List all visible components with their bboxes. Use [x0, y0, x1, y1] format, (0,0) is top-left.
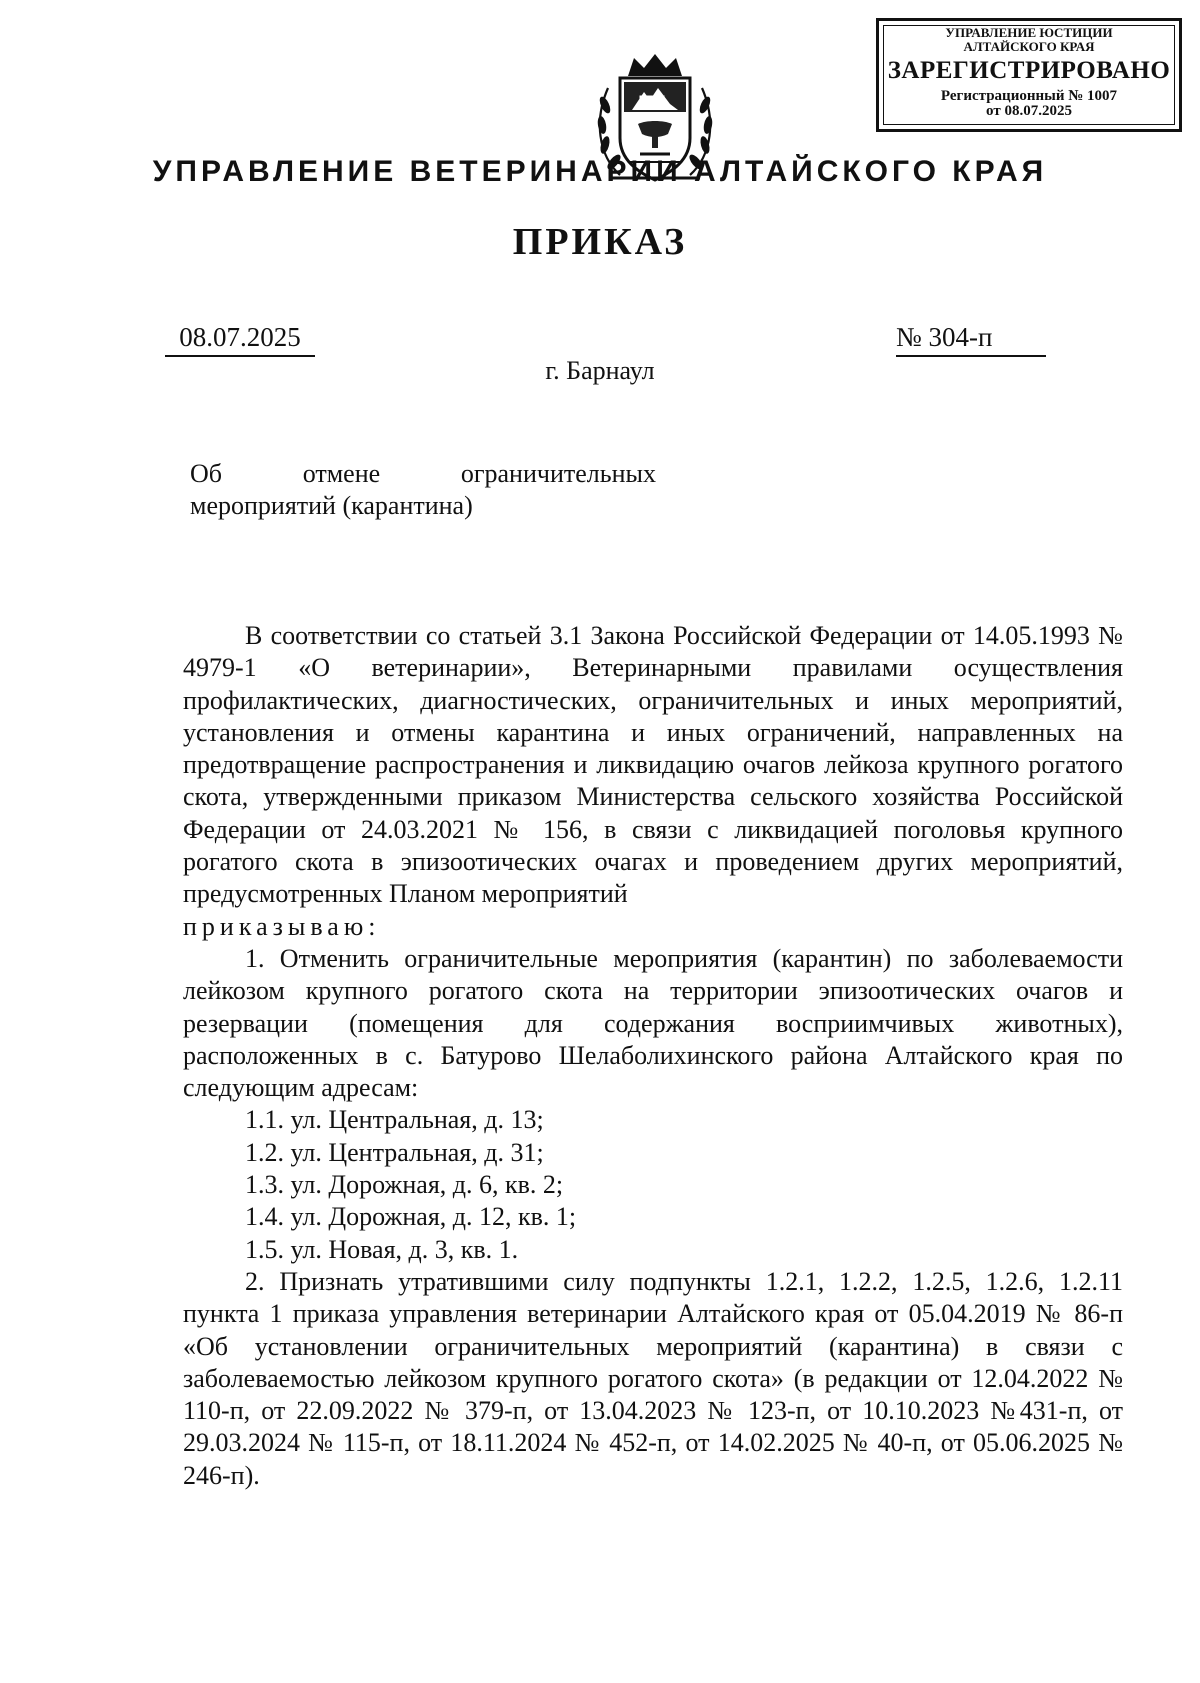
preamble-paragraph: В соответствии со статьей 3.1 Закона Российской Федерации от 14.05.1993 № 4979-1 «О ветеринарии», Ветеринарными правилами осуществления профилактических, диагностических, ограничительных и иных мероприятий, установления и отмены карантина и иных ограничений, направленных на предотвращение распространения и ликвидацию очагов лейкоза крупного рогатого скота, утвержденными приказом Министерства сельского хозяйства Российской Федерации от 24.03.2021 № 156, в связи с ликвидацией поголовья крупного рогатого скота в эпизоотических очагах и проведением других мероприятий, предусмотренных Планом мероприятий [183, 621, 1123, 909]
address-item: 1.5. ул. Новая, д. 3, кв. 1. [245, 1234, 519, 1264]
document-body [183, 620, 1123, 1492]
document-type: ПРИКАЗ [512, 221, 688, 263]
address-item: 1.2. ул. Центральная, д. 31; [245, 1137, 544, 1167]
stamp-reg-number-line: Регистрационный № 1007 [940, 87, 1118, 104]
registration-stamp [876, 18, 1182, 132]
document-city: г. Барнаул [545, 356, 655, 385]
stamp-inner-frame [883, 25, 1175, 125]
item-1-paragraph: 1. Отменить ограничительные мероприятия (карантин) по заболеваемости лейкозом крупного рогатого скота на территории эпизоотических очагов и резервации (помещения для содержания восприимчивых животных), расположенных в с. Батурово Шелаболихинского района Алтайского края по следующим адресам: [183, 943, 1123, 1103]
address-item: 1.4. ул. Дорожная, д. 12, кв. 1; [245, 1202, 577, 1232]
document-date: 08.07.2025 [165, 322, 315, 357]
address-item: 1.3. ул. Дорожная, д. 6, кв. 2; [245, 1170, 564, 1200]
order-word: приказываю: [183, 911, 381, 941]
document-subject: Об отмене ограничительных мероприятий (карантина) [190, 459, 656, 520]
document-number: № 304-п [896, 322, 1046, 357]
stamp-org-line2: АЛТАЙСКОГО КРАЯ [963, 38, 1095, 54]
stamp-reg-date: от 08.07.2025 [986, 103, 1072, 120]
address-item: 1.1. ул. Центральная, д. 13; [245, 1105, 544, 1135]
organization-title: УПРАВЛЕНИЕ ВЕТЕРИНАРИИ АЛТАЙСКОГО КРАЯ [152, 155, 1048, 188]
stamp-registered: ЗАРЕГИСТРИРОВАНО [887, 57, 1171, 85]
stamp-org-line1: УПРАВЛЕНИЕ ЮСТИЦИИ [945, 25, 1113, 40]
item-2-paragraph: 2. Признать утратившими силу подпункты 1.2.1, 1.2.2, 1.2.5, 1.2.6, 1.2.11 пункта 1 приказа управления ветеринарии Алтайского края от 05.04.2019 № 86-п «Об установлении ограничительных мероприятий (карантина) в связи с заболеваемостью лейкозом крупного рогатого скота» (в редакции от 12.04.2022 № 110-п, от 22.09.2022 № 379-п, от 13.04.2023 № 123-п, от 10.10.2023 №431-п, от 29.03.2024 № 115-п, от 18.11.2024 № 452-п, от 14.02.2025 № 40-п, от 05.06.2025 № 246-п). [183, 1266, 1123, 1490]
